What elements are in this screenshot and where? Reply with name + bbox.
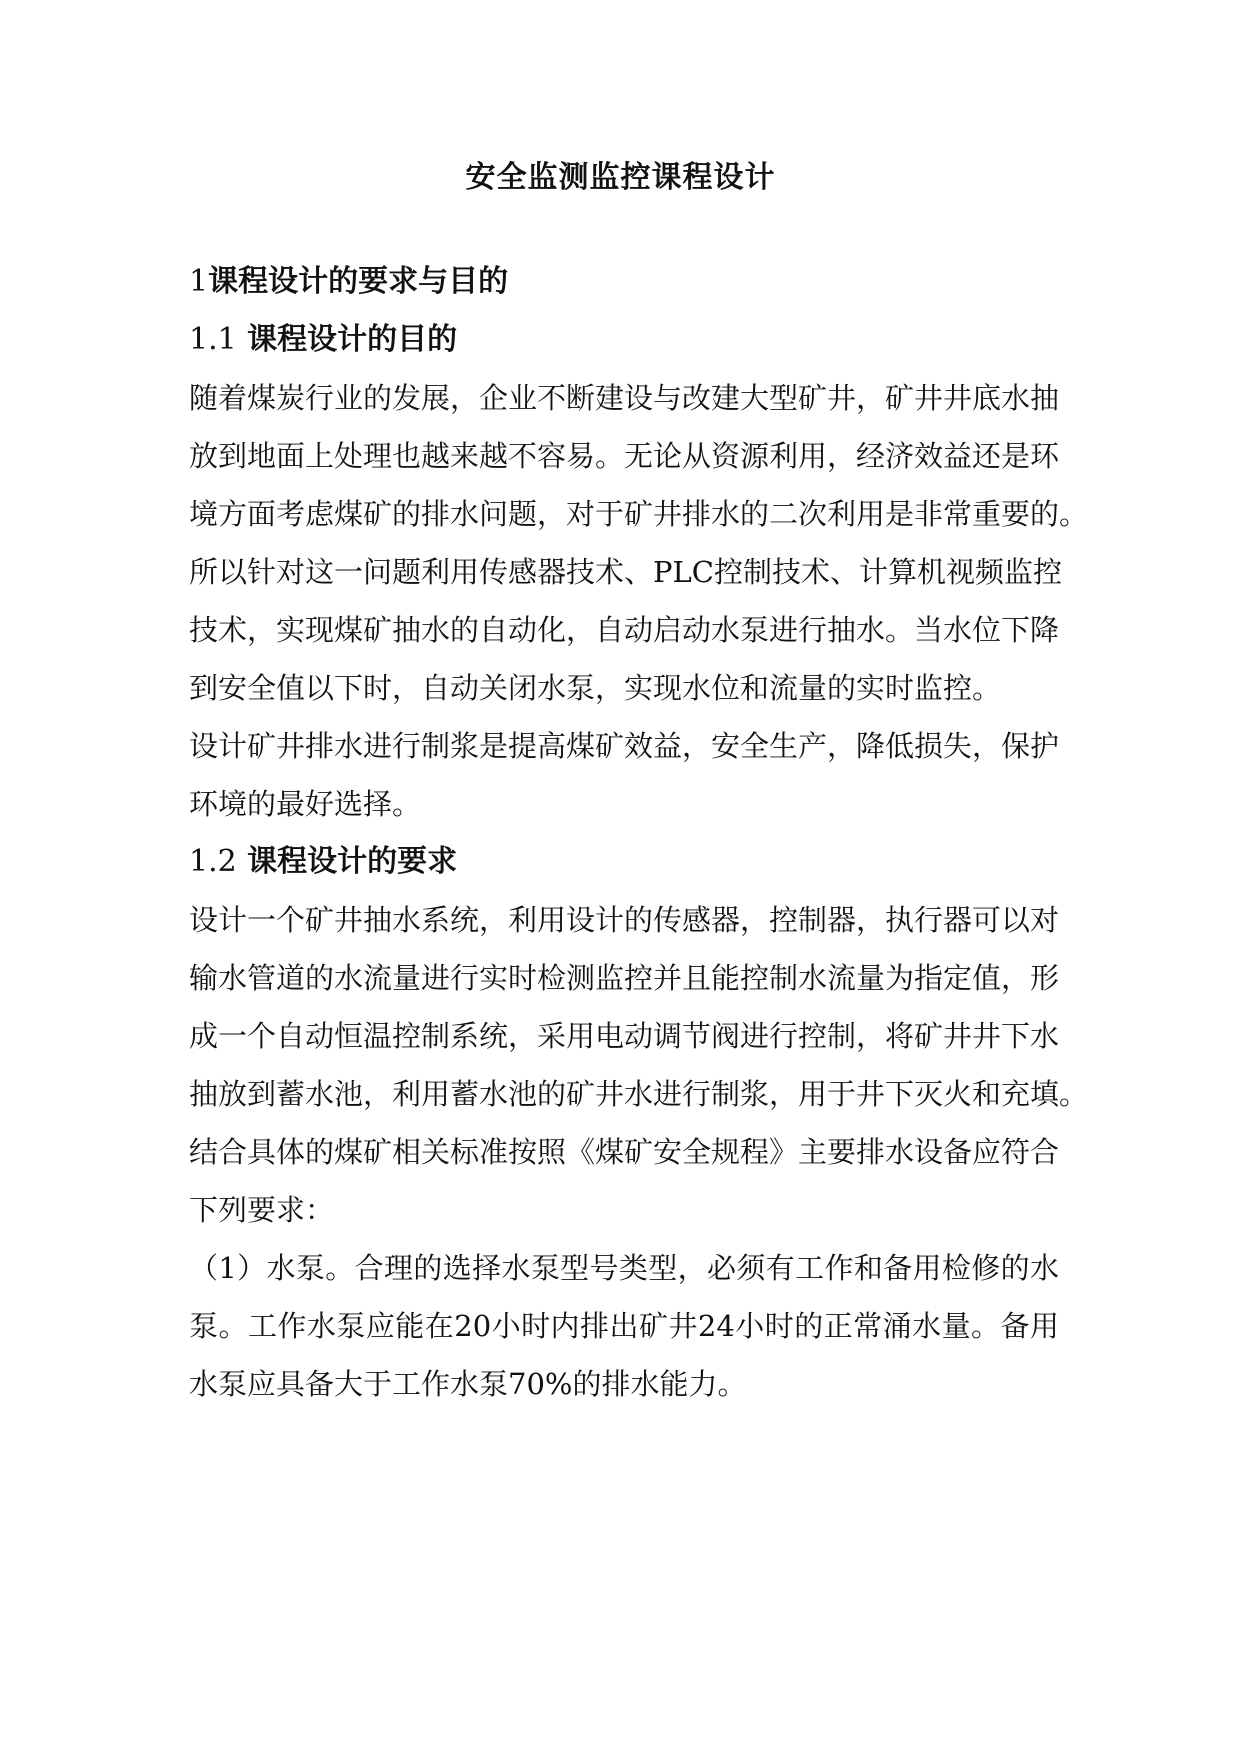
paragraph-line: 下列要求： [189, 1193, 335, 1227]
paragraph-line: 随着煤炭行业的发展，企业不断建设与改建大型矿井，矿井井底水抽 [189, 381, 1060, 415]
list-item-line: （1）水泵。合理的选择水泵型号类型，必须有工作和备用检修的水 [189, 1251, 1059, 1285]
section-heading-text: 课程设计的要求与目的 [208, 264, 509, 299]
section-heading-text: 课程设计的目的 [247, 322, 458, 357]
paragraph-line: 到安全值以下时，自动关闭水泵，实现水位和流量的实时监控。 [189, 671, 1002, 705]
section-heading-1 [189, 262, 508, 302]
paragraph-line: 抽放到蓄水池，利用蓄水池的矿井水进行制浆，用于井下灭火和充填。 [189, 1077, 1089, 1111]
section-number: 1.1 [189, 322, 237, 357]
section-heading-1-2 [189, 842, 457, 882]
list-item-line: 泵。工作水泵应能在20小时内排出矿井24小时的正常涌水量。备用 [189, 1309, 1059, 1343]
paragraph-line: 设计一个矿井抽水系统，利用设计的传感器，控制器，执行器可以对 [189, 903, 1060, 937]
document-title: 安全监测监控课程设计 [465, 160, 776, 195]
paragraph-line: 放到地面上处理也越来越不容易。无论从资源利用，经济效益还是环 [189, 439, 1060, 473]
section-number: 1.2 [189, 844, 237, 879]
paragraph-line: 结合具体的煤矿相关标准按照《煤矿安全规程》主要排水设备应符合 [189, 1135, 1060, 1169]
section-number: 1 [189, 264, 209, 299]
paragraph-line: 设计矿井排水进行制浆是提高煤矿效益，安全生产，降低损失，保护 [189, 729, 1060, 763]
paragraph-line: 技术，实现煤矿抽水的自动化，自动启动水泵进行抽水。当水位下降 [189, 613, 1060, 647]
section-heading-text: 课程设计的要求 [247, 844, 458, 879]
paragraph-line: 所以针对这一问题利用传感器技术、PLC控制技术、计算机视频监控 [189, 555, 1062, 589]
paragraph-line: 成一个自动恒温控制系统，采用电动调节阀进行控制，将矿井井下水 [189, 1019, 1060, 1053]
section-heading-1-1 [189, 320, 457, 360]
list-item-line: 水泵应具备大于工作水泵70%的排水能力。 [189, 1367, 747, 1401]
paragraph-line: 环境的最好选择。 [189, 787, 422, 821]
paragraph-line: 输水管道的水流量进行实时检测监控并且能控制水流量为指定值，形 [189, 961, 1060, 995]
paragraph-line: 境方面考虑煤矿的排水问题，对于矿井排水的二次利用是非常重要的。 [189, 497, 1089, 531]
